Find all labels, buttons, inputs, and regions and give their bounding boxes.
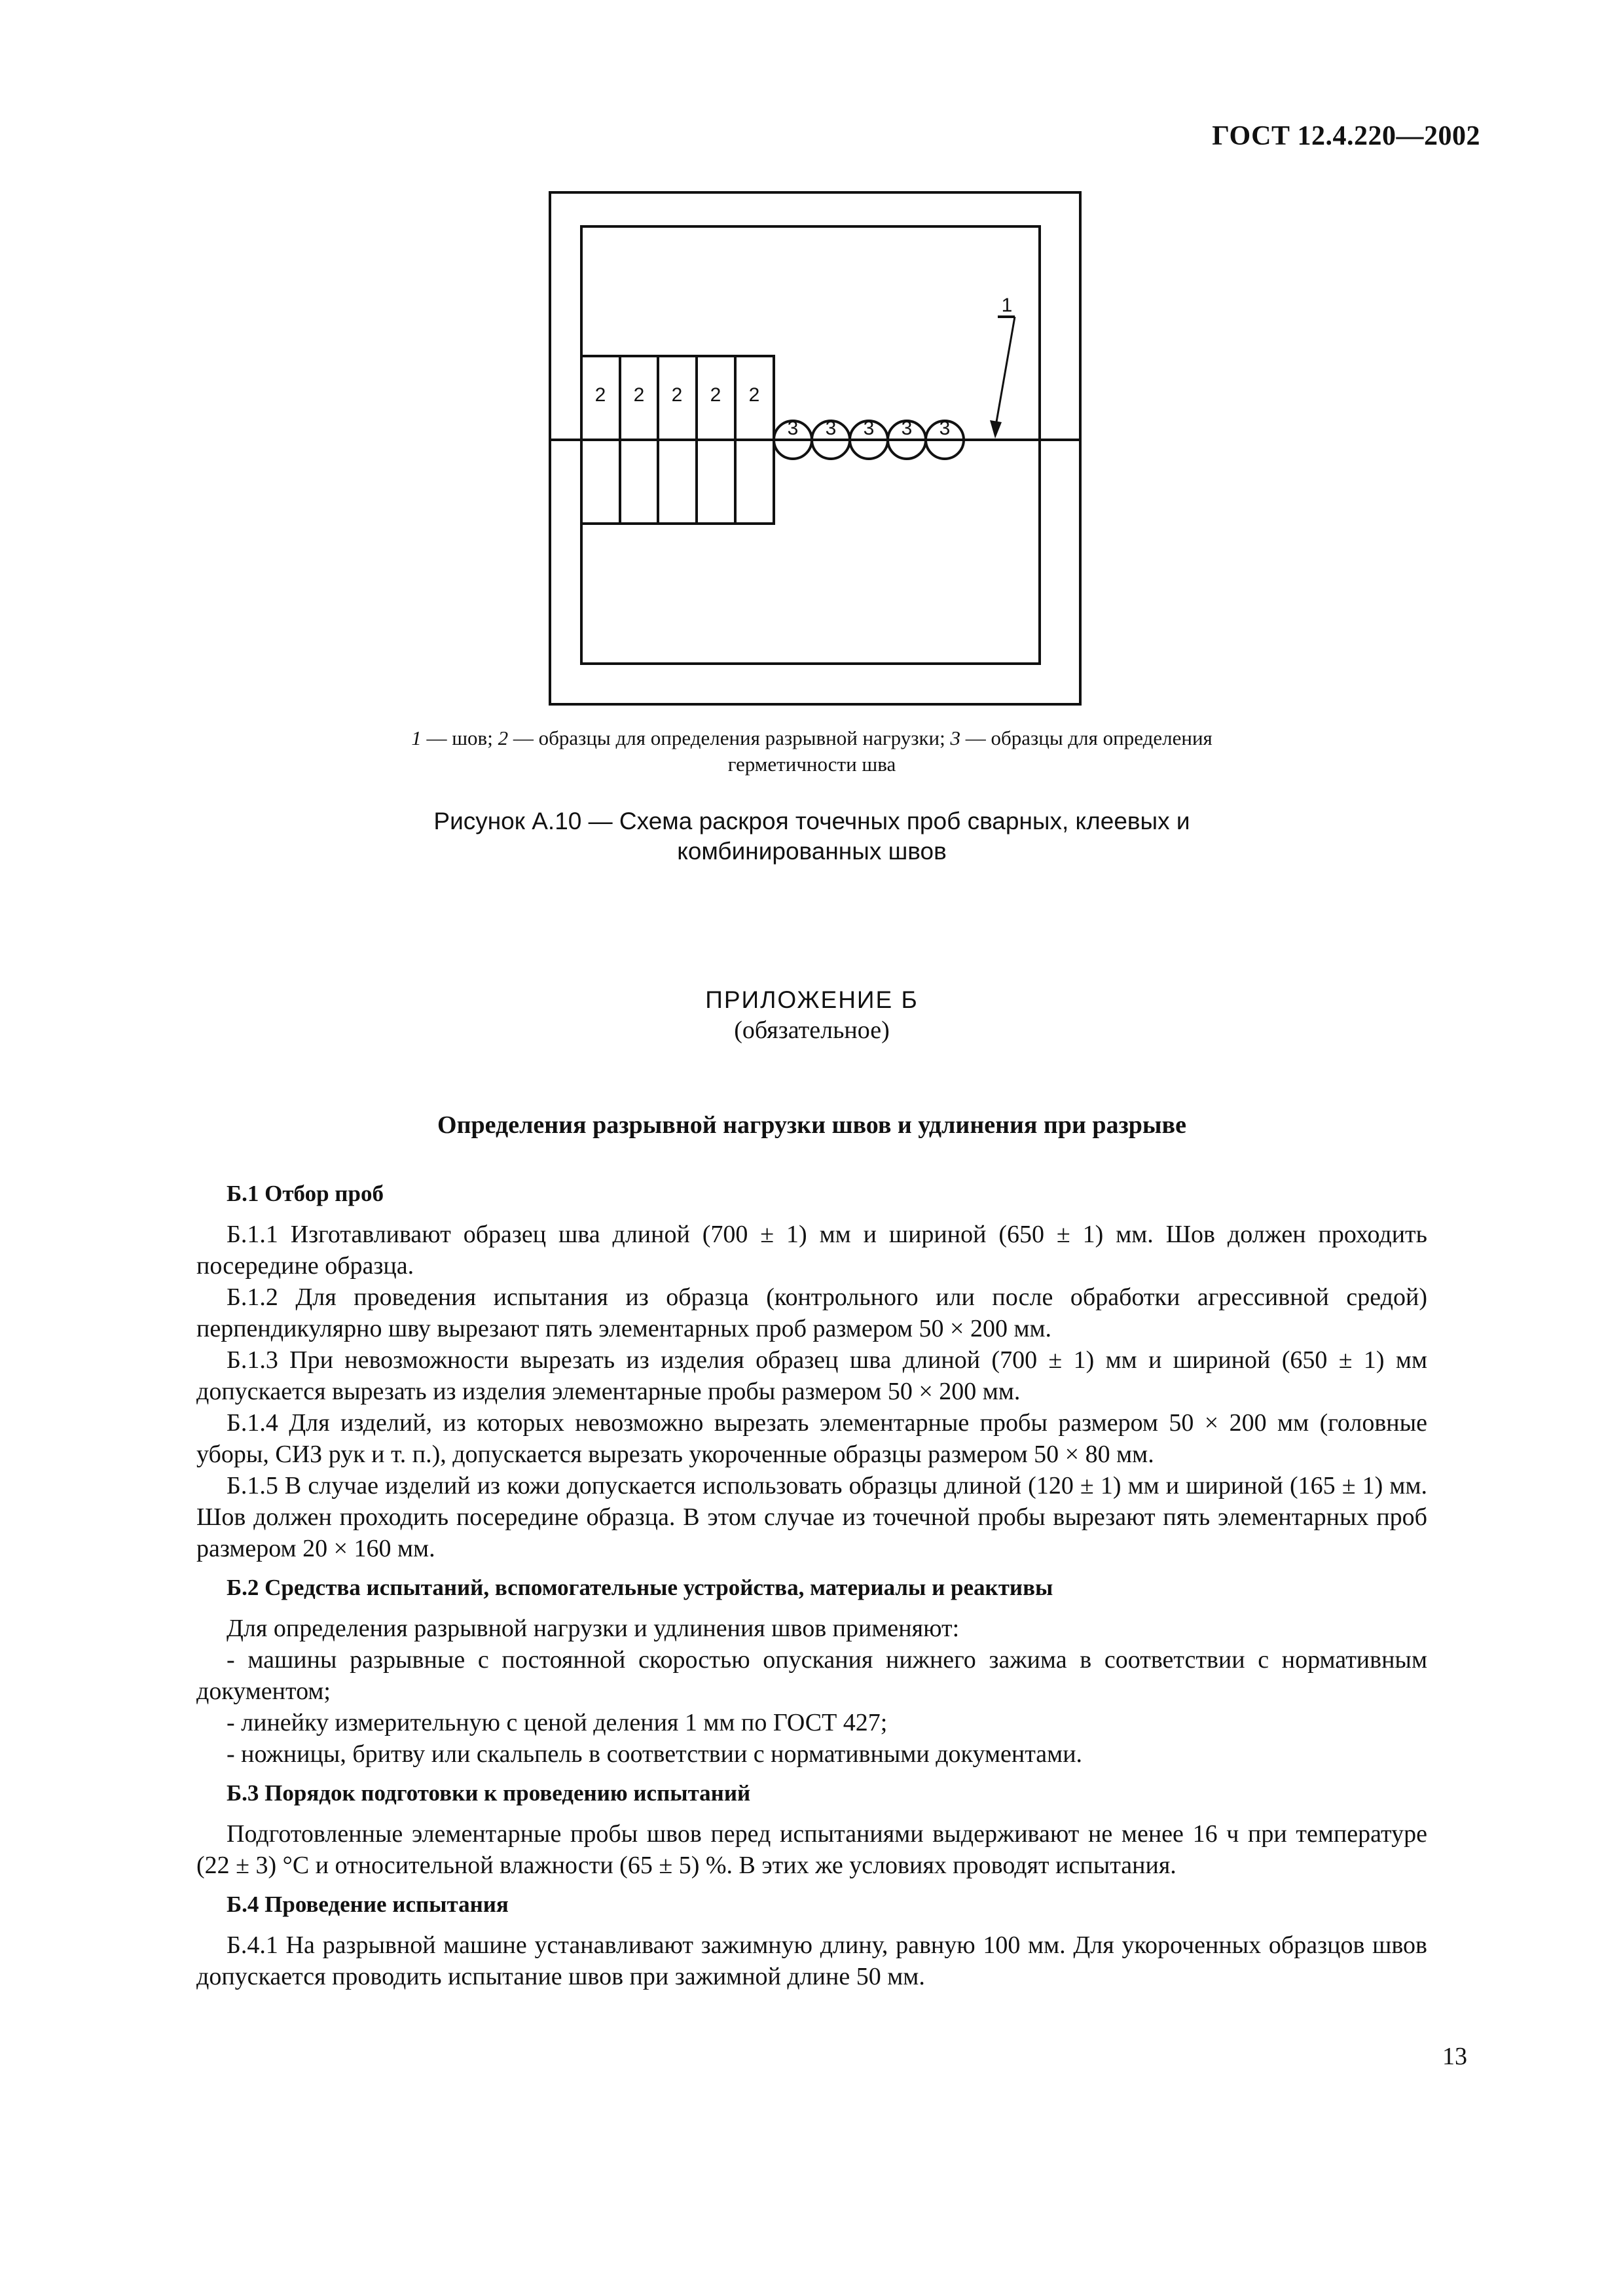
sample-label-2: 2 [710,384,721,406]
leader-line [995,317,1015,429]
paragraph-b1-2: Б.1.2 Для проведения испытания из образца (контрольного или после обработки агрессивной средой) перпендикулярно шву вырезают пять элементарных проб размером 50 × 200 мм. [196,1283,1427,1342]
document-number: ГОСТ 12.4.220—2002 [1212,121,1480,151]
cutting-scheme-figure [547,190,1084,713]
sample-label-3: 3 [939,418,951,439]
seam-label: 1 [1001,295,1013,316]
sample-label-3: 3 [825,418,837,439]
appendix-title: ПРИЛОЖЕНИЕ Б [705,986,919,1013]
paragraph-b4-1: Б.4.1 На разрывной машине устанавливают зажимную длину, равную 100 мм. Для укороченных образцов швов допускается проводить испытание швов при зажимной длине 50 мм. [196,1931,1427,1990]
sample-label-2: 2 [748,384,760,406]
figure-caption: Рисунок А.10 — Схема раскроя точечных проб сварных, клеевых и комбинированных швов [433,808,1190,865]
paragraph-b1-1: Б.1.1 Изготавливают образец шва длиной (700 ± 1) мм и шириной (650 ± 1) мм. Шов должен проходить посередине образца. [196,1221,1427,1280]
section-title: Определения разрывной нагрузки швов и удлинения при разрыве [437,1111,1186,1139]
list-item: - машины разрывные с постоянной скоростью опускания нижнего зажима в соответствии с нормативным документом; [196,1646,1427,1705]
sample-label-2: 2 [633,384,645,406]
body-text [196,1178,1427,1992]
paragraph-b2-intro: Для определения разрывной нагрузки и удлинения швов применяют: [227,1615,960,1642]
heading-b2: Б.2 Средства испытаний, вспомогательные устройства, материалы и реактивы [227,1575,1053,1600]
paragraph-b1-4: Б.1.4 Для изделий, из которых невозможно вырезать элементарные пробы размером 50 × 200 мм (головные уборы, СИЗ рук и т. п.), допускается вырезать укороченные образцы размером 50 × 80 мм. [196,1409,1427,1468]
list-item: - ножницы, бритву или скальпель в соответствии с нормативными документами. [227,1740,1083,1768]
heading-b3: Б.3 Порядок подготовки к проведению испытаний [227,1780,751,1806]
list-item: - линейку измерительную с ценой деления 1 мм по ГОСТ 427; [227,1709,888,1736]
heading-b4: Б.4 Проведение испытания [227,1892,509,1917]
sample-label-2: 2 [671,384,683,406]
sample-label-2: 2 [594,384,606,406]
heading-b1: Б.1 Отбор проб [227,1181,384,1206]
paragraph-b1-5: Б.1.5 В случае изделий из кожи допускается использовать образцы длиной (120 ± 1) мм и шириной (165 ± 1) мм. Шов должен проходить посередине образца. В этом случае из точечной пробы вырезают пять элементарных проб размером 20 × 160 мм. [196,1472,1427,1562]
sample-label-3: 3 [787,418,799,439]
page-number: 13 [1442,2043,1467,2070]
sample-label-3: 3 [863,418,875,439]
appendix-status: (обязательное) [734,1016,890,1044]
leader-arrowhead [990,420,1002,439]
figure-legend: 1 — шов; 2 — образцы для определения разрывной нагрузки; 3 — образцы для определения герметичности шва [411,726,1213,776]
paragraph-b1-3: Б.1.3 При невозможности вырезать из изделия образец шва длиной (700 ± 1) мм и шириной (650 ± 1) мм допускается вырезать из изделия элементарные пробы размером 50 × 200 мм. [196,1346,1427,1405]
sample-label-3: 3 [901,418,913,439]
paragraph-b3-1: Подготовленные элементарные пробы швов перед испытаниями выдерживают не менее 16 ч при температуре (22 ± 3) °С и относительной влажности (65 ± 5) %. В этих же условиях проводят испытания. [196,1820,1427,1879]
